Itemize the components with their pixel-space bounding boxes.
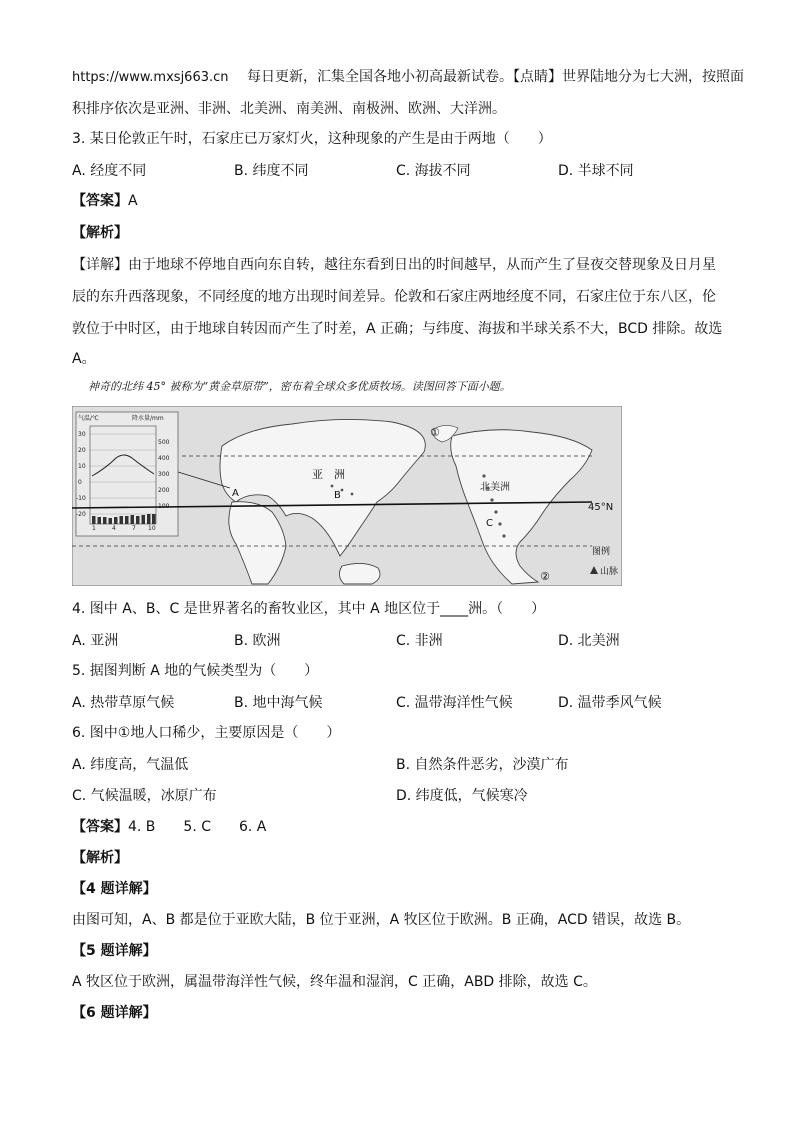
q3-stem: 3. 某日伦敦正午时，石家庄已万家灯火，这种现象的产生是由于两地（ ） bbox=[72, 131, 552, 147]
precip-tick: 500 bbox=[158, 439, 170, 446]
temp-tick: 10 bbox=[78, 463, 86, 470]
label-c: C bbox=[486, 518, 493, 529]
q3-analysis-label: 【解析】 bbox=[72, 225, 128, 241]
answer-values: 4. B 5. C 6. A bbox=[128, 819, 267, 835]
q4-option-a[interactable]: A. 亚洲 bbox=[72, 633, 119, 649]
q3-option-a[interactable]: A. 经度不同 bbox=[72, 163, 147, 179]
label-north-america: 北美洲 bbox=[480, 482, 510, 493]
q3-detail-3: 敦位于中时区，由于地球自转因而产生了时差，A 正确；与纬度、海拔和半球关系不大，BCD 排除。故选 bbox=[72, 321, 723, 337]
site-notice: 每日更新，汇集全国各地小初高最新试卷。 bbox=[246, 69, 513, 85]
label-marker-2: ② bbox=[540, 570, 550, 583]
q5-option-b[interactable]: B. 地中海气候 bbox=[234, 695, 323, 711]
q5-option-d[interactable]: D. 温带季风气候 bbox=[558, 695, 662, 711]
month-tick: 10 bbox=[148, 525, 156, 532]
q3-option-b[interactable]: B. 纬度不同 bbox=[234, 163, 309, 179]
q5-detail-text: A 牧区位于欧洲，属温带海洋性气候，终年温和湿润，C 正确，ABD 排除，故选 C。 bbox=[72, 974, 597, 990]
tip-text-2: 积排序依次是亚洲、非洲、北美洲、南美洲、南极洲、欧洲、大洋洲。 bbox=[72, 101, 506, 117]
q6-option-a[interactable]: A. 纬度高，气温低 bbox=[72, 757, 189, 773]
group-analysis-label: 【解析】 bbox=[72, 850, 128, 866]
q6-option-c[interactable]: C. 气候温暖，冰原广布 bbox=[72, 788, 217, 804]
australia-landmass bbox=[339, 563, 380, 584]
q6-stem: 6. 图中①地人口稀少，主要原因是（ ） bbox=[72, 725, 341, 741]
q4-stem: 4. 图中 A、B、C 是世界著名的畜牧业区，其中 A 地区位于____洲。（ ） bbox=[72, 601, 546, 617]
temp-tick: 30 bbox=[78, 431, 86, 438]
label-asia: 亚 洲 bbox=[312, 468, 345, 481]
legend-mountain-label: 山脉 bbox=[600, 567, 619, 577]
q5-detail-label: 【5 题详解】 bbox=[72, 943, 157, 959]
tip-text-1: 【点睛】世界陆地分为七大洲，按照面 bbox=[512, 69, 744, 85]
temp-tick: -20 bbox=[76, 511, 86, 518]
q5-option-a[interactable]: A. 热带草原气候 bbox=[72, 695, 175, 711]
chart-precip-label: 降水量/mm bbox=[132, 415, 164, 422]
q4-option-d[interactable]: D. 北美洲 bbox=[558, 633, 620, 649]
site-url[interactable]: https://www.mxsj663.cn bbox=[72, 70, 229, 85]
chart-temp-label: 气温/℃ bbox=[78, 415, 99, 422]
answer-label: 【答案】 bbox=[72, 193, 128, 209]
legend-title: 图例 bbox=[592, 547, 611, 557]
q5-option-c[interactable]: C. 温带海洋性气候 bbox=[396, 695, 513, 711]
q4-detail-text: 由图可知，A、B 都是位于亚欧大陆，B 位于亚洲，A 牧区位于欧洲。B 正确，ACD 错误，故选 B。 bbox=[72, 912, 691, 928]
q4-option-c[interactable]: C. 非洲 bbox=[396, 633, 443, 649]
world-map-45n bbox=[72, 406, 622, 586]
q5-stem: 5. 据图判断 A 地的气候类型为（ ） bbox=[72, 663, 319, 679]
q3-detail-1: 【详解】由于地球不停地自西向东自转，越往东看到日出的时间越早，从而产生了昼夜交替现象及日月星 bbox=[72, 257, 716, 273]
temp-tick: 0 bbox=[78, 479, 82, 486]
q3-detail-4: A。 bbox=[72, 351, 96, 367]
q3-option-c[interactable]: C. 海拔不同 bbox=[396, 163, 471, 179]
label-b: B bbox=[334, 490, 341, 501]
q6-option-b[interactable]: B. 自然条件恶劣，沙漠广布 bbox=[396, 757, 569, 773]
answer-value: A bbox=[128, 193, 138, 209]
q4-detail-label: 【4 题详解】 bbox=[72, 881, 157, 897]
group-answer bbox=[72, 818, 266, 836]
q4-option-b[interactable]: B. 欧洲 bbox=[234, 633, 281, 649]
precip-tick: 400 bbox=[158, 455, 170, 462]
q6-option-d[interactable]: D. 纬度低，气候寒冷 bbox=[396, 788, 528, 804]
label-a: A bbox=[232, 488, 239, 499]
temp-tick: 20 bbox=[78, 447, 86, 454]
label-45n: 45°N bbox=[588, 502, 614, 513]
header-line-1 bbox=[72, 68, 744, 87]
answer-label: 【答案】 bbox=[72, 819, 128, 835]
month-tick: 4 bbox=[112, 525, 116, 532]
q3-option-d[interactable]: D. 半球不同 bbox=[558, 163, 634, 179]
q3-detail-2: 辰的东升西落现象，不同经度的地方出现时间差异。伦敦和石家庄两地经度不同，石家庄位于东八区，伦 bbox=[72, 289, 716, 305]
month-tick: 1 bbox=[92, 525, 96, 532]
q6-detail-label: 【6 题详解】 bbox=[72, 1005, 157, 1021]
precip-tick: 200 bbox=[158, 487, 170, 494]
label-marker-1: ① bbox=[430, 426, 440, 439]
precip-tick: 300 bbox=[158, 471, 170, 478]
temp-tick: -10 bbox=[76, 495, 86, 502]
month-tick: 7 bbox=[132, 525, 136, 532]
group-intro: 神奇的北纬 45° 被称为“黄金草原带”，密布着全球众多优质牧场。读图回答下面小题。 bbox=[88, 380, 511, 393]
q3-answer bbox=[72, 192, 138, 210]
